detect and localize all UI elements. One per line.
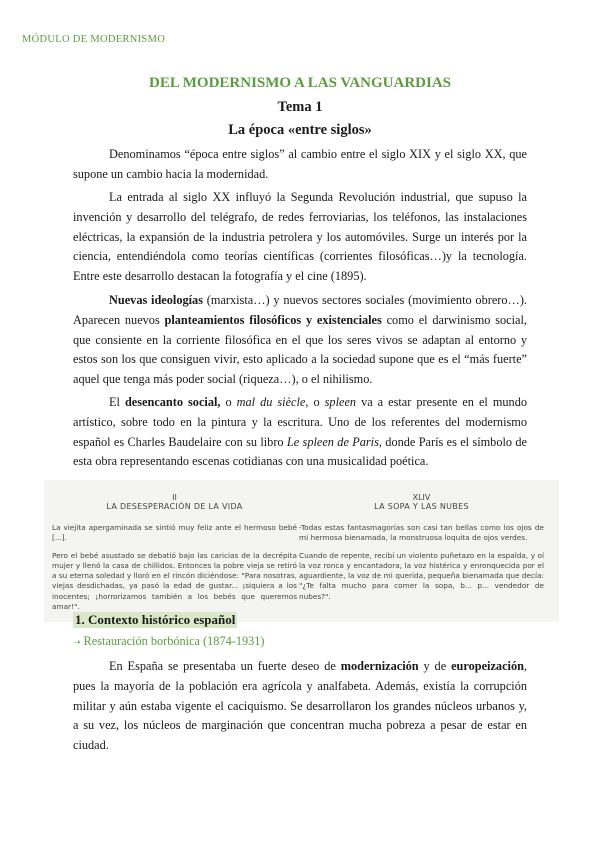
paragraph-4 [73,393,527,477]
bold-desencanto: desencanto social, [124,395,221,409]
p3-span-2: como el darwinismo social, que consiente en la corriente filosófica en el que los seres vivos se adaptan al entorno y estos son los que consiguen vivir, esto aplicado a la sociedad supone que es el “más fuerte” aquel que tenga más poder social (riqueza…), o el nihilismo. [73,312,527,387]
italic-mal-du-siecle: mal du siècle [236,395,306,409]
module-header: MÓDULO DE MODERNISMO [22,34,166,45]
excerpt-left-para: Pero el bebé asustado se debatió bajo las caricias de la decrépita mujer y llenó la casa de chillidos. Entonces la pobre vieja se retiró a su eterna soledad y lloró en el rincón diciéndose: "Para nosotras, viejas desdichadas, ya pasó la edad de gustar... ¡siquiera a los inocentes; ¡horrorizamos también a los bebés que queremos amar!". [52,550,297,612]
document-title: DEL MODERNISMO A LAS VANGUARDIAS [148,75,451,91]
p4-span-2: , o [305,395,325,409]
tema-subtitle: La época «entre siglos» [228,122,372,138]
p4-span-4: , donde París es el símbolo de esta obra representando escenas cotidianas con una musicalidad poética. [73,434,527,469]
p5-span-0: En España se presentaba un fuerte deseo de [109,659,341,673]
excerpt-right [299,480,544,622]
bold-nuevas-ideologias: Nuevas ideologías [109,293,203,307]
paragraph-3-text [73,291,527,390]
paragraph-5-text [73,657,527,756]
p4-span-3: va a estar presente en el mundo artístico, sobre todo en la pintura y la escritura. Uno de los referentes del modernismo español es Charles Baudelaire con su libro [73,395,527,449]
paragraph-2 [73,188,527,292]
paragraph-3 [73,291,527,395]
paragraph-4-text [73,393,527,472]
excerpt-left-text [52,523,297,612]
p4-span-1: o [220,395,237,409]
subsection-heading [73,634,265,649]
arrow-icon: ➝ [73,637,81,647]
excerpt-image [44,480,559,622]
excerpt-right-text [299,523,544,602]
excerpt-right-title: LA SOPA Y LAS NUBES [374,502,469,511]
excerpt-right-para: -Todas estas fantasmagorías son casi tan bellas como los ojos de mi hermosa bienamada, la monstruosa loquita de ojos verdes. [299,523,544,543]
subsection-label: Restauración borbónica (1874-1931) [83,634,265,648]
bold-planteamientos: planteamientos filosóficos y existenciales [164,312,382,327]
paragraph-5 [73,657,527,761]
p5-span-1: y de [418,659,452,673]
excerpt-left [52,480,297,622]
p4-span-0: El [109,395,125,409]
tema-heading: Tema 1 [277,99,323,115]
excerpt-left-para: La viejita apergaminada se sintió muy feliz ante el hermoso bebé [...]. [52,523,297,543]
bold-modernizacion: modernización [340,659,419,673]
excerpt-right-para: Cuando de repente, recibí un violento puñetazo en la espalda, y oí la voz ronca y encantadora, la voz histérica y enronquecida por el aguardiente, la voz de mi querida, pequeña bienamada que decía: "¿Te falta mucho para comer la sopa, b... p... vendedor de nubes?". [299,550,544,601]
paragraph-2-text: La entrada al siglo XX influyó la Segunda Revolución industrial, que supuso la invención y desarrollo del telégrafo, de redes ferroviarias, los teléfonos, las instalaciones eléctricas, la expansión de la industria petrolera y los automóviles. Surge un interés por la ciencia, entendiéndola como teorías científicas (corrientes filosóficas…)y la tecnología. Entre este desarrollo destacan la fotografía y el cine (1895). [73,190,527,284]
p3-span-1: (marxista…) y nuevos sectores sociales (movimiento obrero…). Aparecen nuevos [73,293,527,327]
section-heading: 1. Contexto histórico español [75,612,236,627]
paragraph-1 [73,145,527,190]
italic-spleen: spleen [324,395,357,409]
excerpt-left-title: LA DESESPERACIÓN DE LA VIDA [106,502,243,511]
bold-europeizacion: europeización [451,659,524,673]
italic-book-title: Le spleen de Paris [286,434,379,449]
excerpt-right-number: XLIV [412,493,431,502]
p5-span-2: , pues la mayoría de la población era agrícola y analfabeta. Además, existía la corrupción militar y aún estaba vigente el caciquismo. Se desarrollaron los grandes núcleos urbanos y, a su vez, los núcleos de marginación que concentran mucha pobreza a pesar de estar en ciudad. [73,659,528,753]
paragraph-1-text: Denominamos “época entre siglos” al cambio entre el siglo XIX y el siglo XX, que supone un cambio hacia la modernidad. [73,147,527,181]
excerpt-left-number: II [172,493,177,502]
